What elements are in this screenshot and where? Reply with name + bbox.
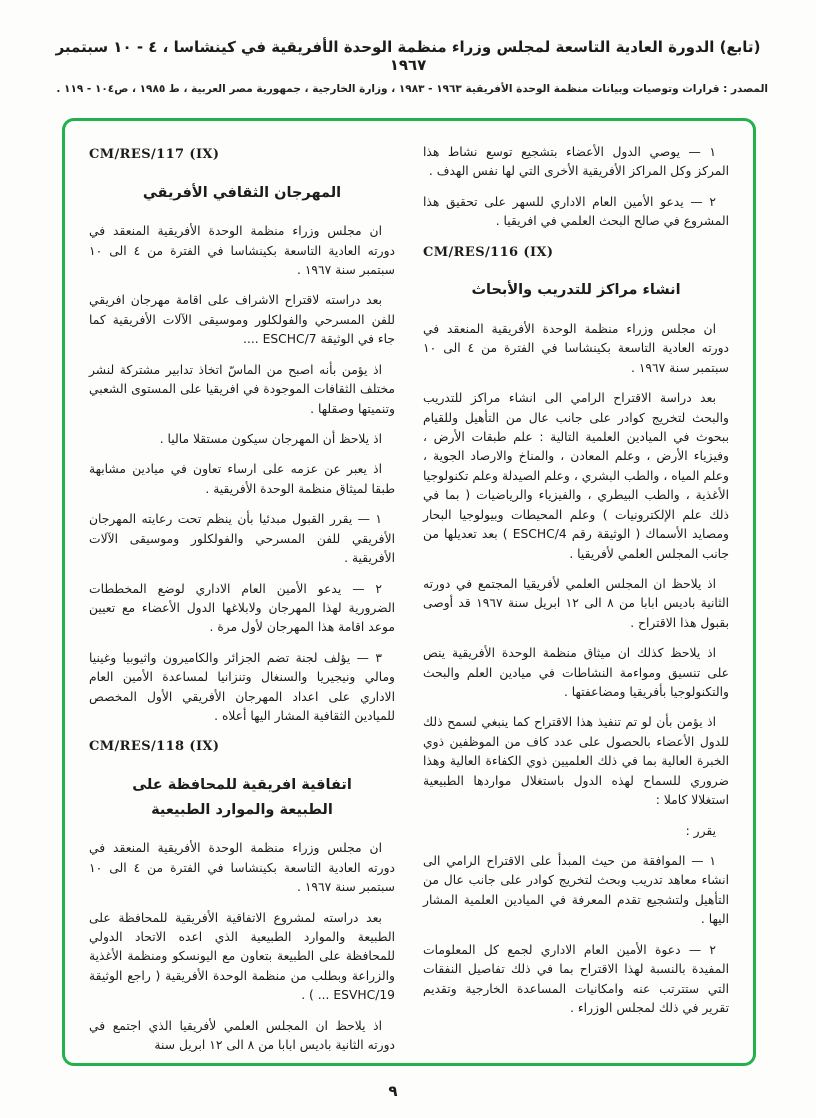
resolution-code: CM/RES/118 (IX) [89, 739, 220, 755]
paragraph: بعد دراسة الاقتراح الرامي الى انشاء مراكز للتدريب والبحث لتخريج كوادر على جانب عال من التأهيل وللقيام ببحوث في الميادين العلمية التالية : علم طبقات الأرض ، وفيزياء الأرض ، وعلم المعادن ، والمناخ والارصاد الجوية ، وعلم المياه ، والطب البشري ، وعلم الصيدلة وعلم تكنولوجيا الأغذية ، والطب البيطري ، والفيزياء والرياضيات ( بما في ذلك علم الإلكترونيات ) وعلم المحيطات وبيولوجيا البحار ومصايد الأسماك ( الوثيقة رقم ESCHC/4 ) بعد تعديلها من جانب المجلس العلمي لأفريقيا . [423, 391, 729, 561]
paragraph: ان مجلس وزراء منظمة الوحدة الأفريقية المنعقد في دورته العادية التاسعة بكينشاسا في الفترة من ٤ الى ١٠ سبتمبر سنة ١٩٦٧ . [89, 841, 395, 895]
paragraph: بعد دراسته لمشروع الاتفاقية الأفريقية للمحافظة على الطبيعة والموارد الطبيعية الذي اعده الاتحاد الدولي للمحافظة على الطبيعة بتعاون مع اليونسكو ومنظمة الأغذية والزراعة وبطلب من منظمة الوحدة الأفريقية ( راجع الوثيقة ESVHC/19 ... ) . [89, 910, 395, 1003]
resolution-heading: المهرجان الثقافي الأفريقي [142, 184, 342, 201]
paragraph: ١ — الموافقة من حيث المبدأ على الاقتراح الرامي الى انشاء معاهد تدريب وبحث لتخريج كوادر على جانب عال من التأهيل ولتشجيع تقدم المعرفة في الميادين العلمية المشار اليها . [423, 853, 729, 927]
paragraph: ان مجلس وزراء منظمة الوحدة الأفريقية المنعقد في دورته العادية التاسعة بكينشاسا في الفترة من ٤ الى ١٠ سبتمبر سنة ١٩٦٧ . [423, 321, 729, 375]
paragraph: ١ — يوصي الدول الأعضاء بتشجيع توسع نشاط هذا المركز وكل المراكز الأفريقية الأخرى التي لها نفس الهدف . [423, 145, 729, 179]
columns [89, 143, 729, 1053]
paragraph: ١ — يقرر القبول مبدئيا بأن ينظم تحت رعايته المهرجان الأفريقي للفن المسرحي والفولكلور وموسيقى الآلات الأفريقية . [89, 512, 395, 566]
paragraph: ان مجلس وزراء منظمة الوحدة الأفريقية المنعقد في دورته العادية التاسعة بكينشاسا في الفترة من ٤ الى ١٠ سبتمبر سنة ١٩٦٧ . [89, 224, 395, 278]
paragraph: اذ يعبر عن عزمه على ارساء تعاون في ميادين مشابهة طبقا لميثاق منظمة الوحدة الأفريقية . [89, 462, 395, 496]
content-frame [62, 118, 756, 1066]
paragraph: اذ يلاحظ ان المجلس العلمي لأفريقيا الذي اجتمع في دورته الثانية باديس ابابا من ٨ الى ١٢ ابريل سنة [89, 1018, 395, 1053]
resolution-heading: اتفاقية افريقية للمحافظة على الطبيعة والموارد الطبيعية [132, 776, 352, 818]
header-title: (تابع) الدورة العادية التاسعة لمجلس وزراء منظمة الوحدة الأفريقية في كينشاسا ، ٤ - ١٠ سبتمبر ١٩٦٧ [55, 38, 761, 74]
paragraph: اذ يؤمن بأنه اصبح من الماسّ اتخاذ تدابير مشتركة لنشر مختلف الثقافات الموجودة في افريقيا على المستوى الشعبي وتنميتها وصقلها . [89, 362, 395, 416]
paragraph: اذ يلاحظ كذلك ان ميثاق منظمة الوحدة الأفريقية ينص على تنسيق ومواءمة النشاطات في ميادين العلم والبحث والتكنولوجيا بأفريقيا ومضاعفتها . [423, 646, 729, 700]
paragraph: ٢ — دعوة الأمين العام الاداري لجمع كل المعلومات المفيدة بالنسبة لهذا الاقتراح بما في ذلك تفاصيل النفقات التي ستترتب عنه وامكانيات المساعدة الخارجية وتقديم تقرير في ذلك لمجلس الوزراء . [423, 942, 729, 1015]
paragraph: بعد دراسته لاقتراح الاشراف على اقامة مهرجان افريقي للفن المسرحي والفولكلور وموسيقى الآلات الأفريقية كما جاء في الوثيقة ESCHC/7 .... [89, 293, 395, 347]
column-right [423, 143, 729, 1045]
paragraph: ٣ — يؤلف لجنة تضم الجزائر والكاميرون واثيوبيا وغينيا ومالي ونيجيريا والسنغال وتنزانيا لمساعدة الأمين العام الاداري على اعداد المهرجان الأفريقي الأول المخصص للميادين الثقافية المشار اليها أعلاه . [89, 650, 395, 724]
column-left [89, 143, 395, 1053]
paragraph: اذ يلاحظ أن المهرجان سيكون مستقلا ماليا . [159, 431, 382, 446]
paragraph: اذ يلاحظ ان المجلس العلمي لأفريقيا المجتمع في دورته الثانية باديس ابابا من ٨ الى ١٢ ابريل سنة ١٩٦٧ قد أوصى بقبول هذا الاقتراح . [423, 576, 729, 630]
resolution-code: CM/RES/116 (IX) [423, 244, 554, 260]
page-number: ٩ [388, 1082, 398, 1100]
paragraph: ٢ — يدعو الأمين العام الاداري للسهر على تحقيق هذا المشروع في صالح البحث العلمي في افريقيا . [423, 194, 729, 229]
resolution-code: CM/RES/117 (IX) [89, 147, 220, 162]
paragraph: يقرر : [685, 823, 716, 838]
paragraph: ٢ — يدعو الأمين العام الاداري لوضع المخططات الضرورية لهذا المهرجان ولابلاغها الدول الأعضاء مع تعيين موعد اقامة هذا المهرجان لأول مرة . [89, 581, 395, 635]
page-header [48, 38, 768, 95]
header-source: المصدر : قرارات وتوصيات وبيانات منظمة الوحدة الأفريقية ١٩٦٣ - ١٩٨٣ ، وزارة الخارجية ، جمهورية مصر العربية ، ط ١٩٨٥ ، ص١٠٤ - ١١٩ . [56, 83, 768, 95]
resolution-heading: انشاء مراكز للتدريب والأبحاث [471, 282, 681, 299]
paragraph: اذ يؤمن بأن لو تم تنفيذ هذا الاقتراح كما ينبغي لسمح ذلك للدول الأعضاء بالحصول على عدد كاف من الموظفين ذوي الخبرة العالية بما في ذلك العلميين ذوي الكفاءة العالية وهذا ضروري للسماح لهذه الدول باستغلال مواردها الطبيعية استغلالا كاملا : [423, 715, 729, 808]
